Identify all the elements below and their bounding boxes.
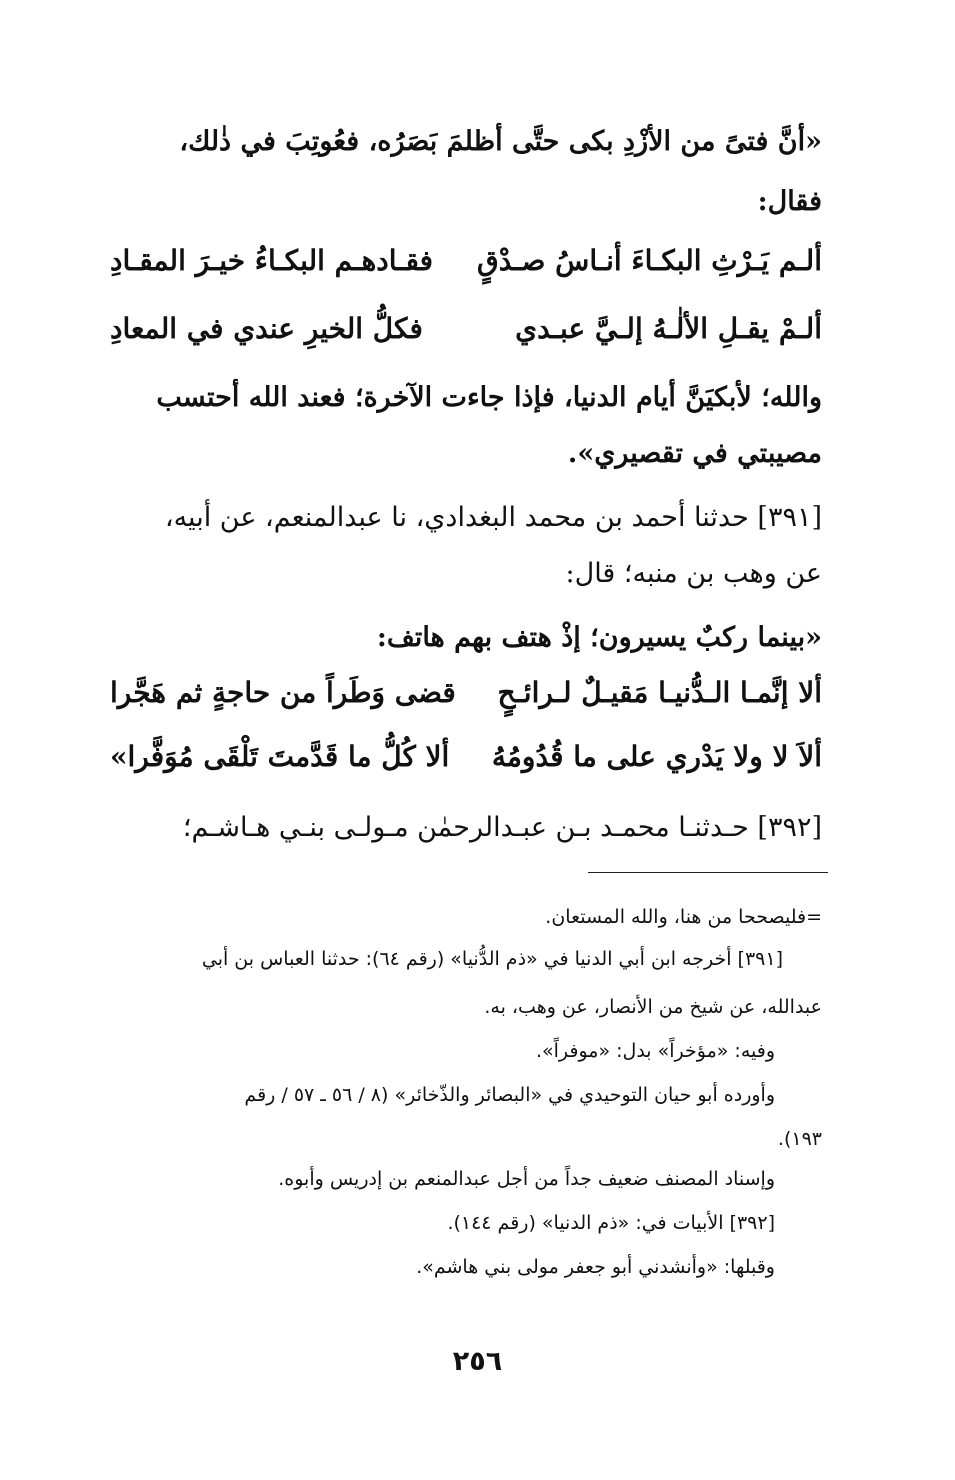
text-line: فقال:	[757, 186, 822, 217]
verse-first-hemistich: ألاَ لا ولا يَدْري على ما قُدُومُهُ	[491, 740, 822, 773]
verse-first-hemistich: ألـمْ يقـلِ الألٰـهُ إلـيَّ عبـدي	[515, 312, 822, 345]
footnote-line: عبدالله، عن شيخ من الأنصار، عن وهب، به.	[484, 996, 822, 1018]
footnote-line: وإسناد المصنف ضعيف جداً من أجل عبدالمنعم بن إدريس وأبوه.	[278, 1168, 775, 1190]
verse-first-hemistich: ألا إنَّمـا الـدُّنيـا مَقيـلٌ لـرائـحٍ	[497, 676, 822, 709]
footnote-line: [٣٩١] أخرجه ابن أبي الدنيا في «ذم الدُّنيا» (رقم ٦٤): حدثنا العباس بن أبي	[201, 948, 783, 970]
footnote-line: وفيه: «مؤخراً» بدل: «موفراً».	[535, 1040, 775, 1062]
footnote-divider	[588, 872, 828, 873]
verse-second-hemistich: فكلُّ الخيرِ عندي في المعادِ	[110, 312, 423, 345]
verse-second-hemistich: قضى وَطَراً من حاجةٍ ثم هَجَّرا	[110, 676, 456, 709]
verse-line	[110, 676, 822, 720]
footnote-line: وقبلها: «وأنشدني أبو جعفر مولى بني هاشم».	[416, 1256, 775, 1278]
text-line: [٣٩١] حدثنا أحمد بن محمد البغدادي، نا عبدالمنعم، عن أبيه،	[164, 502, 822, 533]
verse-line	[110, 244, 822, 288]
text-line: والله؛ لأبكيَنَّ أيام الدنيا، فإذا جاءت الآخرة؛ فعند الله أحتسب	[156, 382, 822, 413]
text-line: «بينما ركبٌ يسيرون؛ إذْ هتف بهم هاتف:	[376, 622, 822, 653]
footnote-line: [٣٩٢] الأبيات في: «ذم الدنيا» (رقم ١٤٤).	[447, 1212, 775, 1234]
verse-line	[110, 740, 822, 784]
footnote-line: =فليصححا من هنا، والله المستعان.	[545, 906, 822, 928]
text-line: عن وهب بن منبه؛ قال:	[565, 558, 822, 589]
verse-first-hemistich: ألـم يَـرْثِ البكـاءَ أنـاسُ صـدْقٍ	[477, 244, 822, 277]
footnote-line: وأورده أبو حيان التوحيدي في «البصائر والذّخائر» (٨ / ٥٦ ـ ٥٧ / رقم	[244, 1084, 775, 1106]
verse-second-hemistich: ألا كُلُّ ما قَدَّمتَ تَلْقَى مُوَفَّرا»	[110, 740, 450, 773]
text-line: «أنَّ فتىً من الأزْدِ بكى حتَّى أظلمَ بَصَرُه، فعُوتِبَ في ذٰلك،	[179, 126, 822, 157]
verse-second-hemistich: فقـادهـم البكـاءُ خيـرَ المقـادِ	[110, 244, 433, 277]
text-line: مصيبتي في تقصيري».	[567, 438, 822, 469]
verse-line	[110, 312, 822, 356]
text-line: [٣٩٢] حـدثنـا محمـد بـن عبـدالرحمٰن مـولـى بنـي هـاشـم؛	[182, 812, 822, 843]
page-number: ٢٥٦	[452, 1346, 503, 1377]
footnote-line: ١٩٣).	[777, 1128, 822, 1150]
